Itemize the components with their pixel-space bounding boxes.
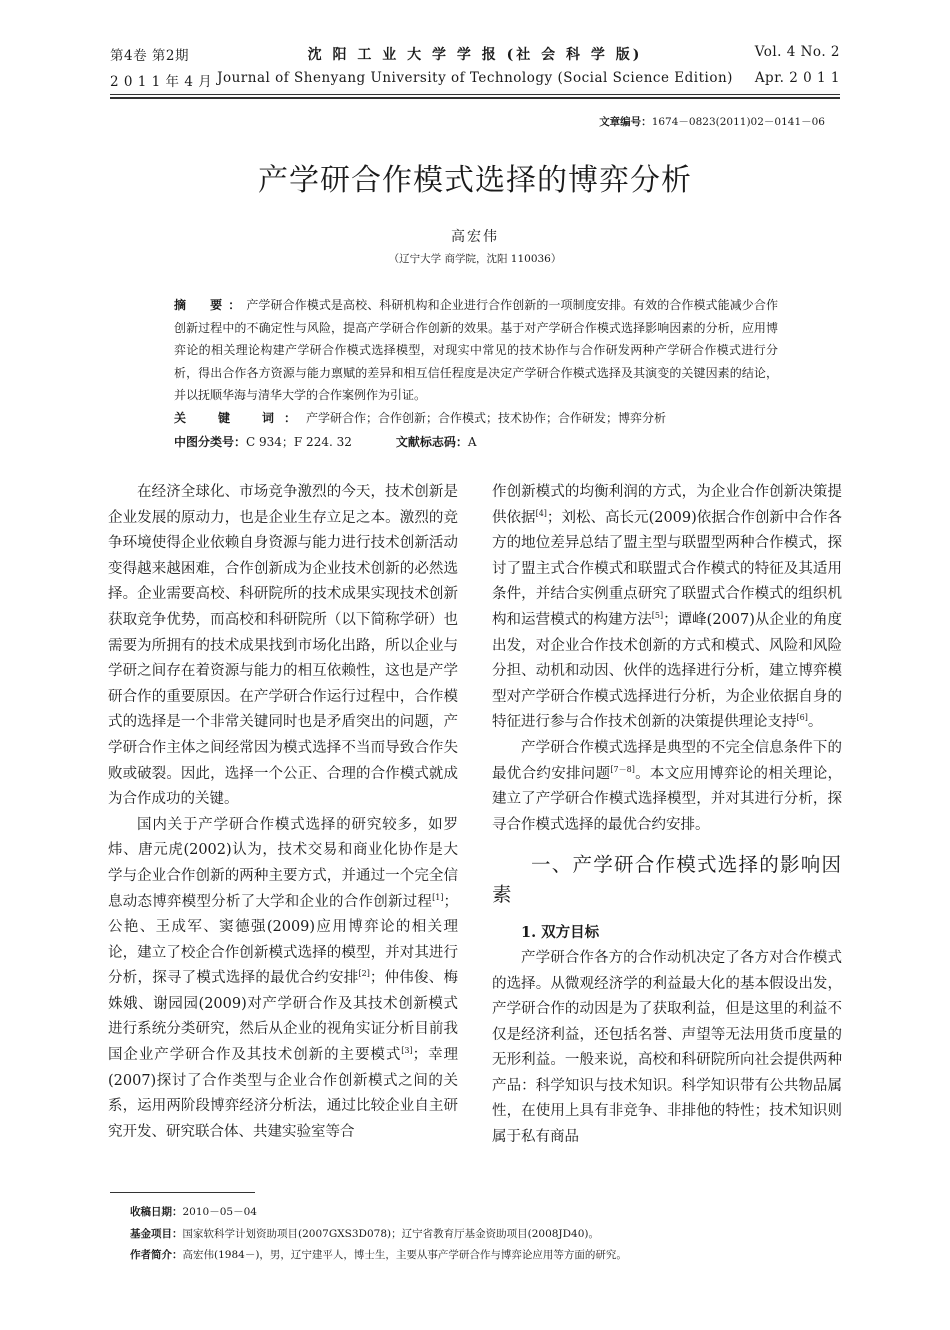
section-heading: 一、产学研合作模式选择的影响因素: [492, 853, 842, 907]
doc-code-label: 文献标志码：: [395, 435, 468, 449]
article-number-label: 文章编号：: [599, 116, 652, 128]
body-paragraph: 产学研合作模式选择是典型的不完全信息条件下的最优合约安排问题[7－8]。本文应用博弈论的相关理论，建立了产学研合作模式选择模型，并对其进行分析，探寻合作模式选择的最优合约安排。: [492, 739, 843, 833]
clc-label: 中图分类号：: [174, 435, 247, 449]
received-label: 收稿日期：: [130, 1206, 183, 1218]
abstract: [174, 294, 778, 407]
citation: [4]: [535, 508, 547, 518]
journal-name-en: Journal of Shenyang University of Technology (Social Science Edition): [217, 70, 733, 86]
citation: [5]: [651, 610, 664, 620]
paper-title: 产学研合作模式选择的博弈分析: [258, 163, 692, 198]
keywords-label: 关 键 词：: [174, 411, 307, 425]
footnote-fund: [130, 1226, 599, 1241]
header-rule-thick: [110, 97, 840, 99]
keywords-text: 产学研合作；合作创新；合作模式；技术协作；合作研发；博弈分析: [306, 411, 667, 425]
volume-issue-cn: 第4卷 第2期: [110, 48, 189, 64]
journal-name-cn: 沈 阳 工 业 大 学 学 报 (社 会 科 学 版): [307, 47, 643, 63]
bio-label: 作者简介：: [130, 1249, 183, 1261]
volume-issue-en: Vol. 4 No. 2: [754, 44, 840, 60]
article-number: [599, 114, 825, 129]
citation: [2]: [358, 969, 370, 979]
fund-label: 基金项目：: [130, 1228, 183, 1240]
body-paragraph: 产学研合作各方的合作动机决定了各方对合作模式的选择。从微观经济学的利益最大化的基本假设出发，产学研合作的动因是为了获取利益，但是这里的利益不仅是经济利益，还包括名誉、声望等无法用货币度量的无形利益。一般来说，高校和科研院所向社会提供两种产品：科学知识与技术知识。科学知识带有公共物品属性，在使用上具有非竞争、非排他的特性；技术知识则属于私有商品: [492, 949, 842, 1146]
citation: [6]: [796, 713, 808, 723]
body-column-left: [108, 480, 458, 1145]
doc-code-value: A: [467, 435, 477, 449]
citation: [1]: [432, 892, 444, 902]
date-cn: 2 0 1 1 年 4 月: [110, 74, 213, 90]
body-paragraph: 国内关于产学研合作模式选择的研究较多，如罗炜、唐元虎(2002)认为，技术交易和商业化协作是大学与企业合作创新的两种主要方式，并通过一个完全信息动态博弈模型分析了大学和企业的合作创新过程[1]；公艳、王成军、窦德强(2009)应用博弈论的相关理论，建立了校企合作创新模式选择的模型，并对其进行分析，探寻了模式选择的最优合约安排[2]；仲伟俊、梅姝娥、谢园园(2009)对产学研合作及其技术创新模式进行系统分类研究，然后从企业的视角实证分析目前我国企业产学研合作及其技术创新的主要模式[3]；幸理(2007)探讨了合作类型与企业合作创新模式之间的关系，运用两阶段博弈经济分析法，通过比较企业自主研究开发、研究联合体、共建实验室等合: [108, 816, 459, 1140]
author-affiliation: （辽宁大学 商学院，沈阳 110036）: [388, 253, 562, 265]
keywords: [174, 409, 778, 426]
bio-text: 高宏伟(1984－)，男，辽宁建平人，博士生，主要从事产学研合作与博弈论应用等方面的研究。: [182, 1249, 627, 1261]
fund-text: 国家软科学计划资助项目(2007GXS3D078)；辽宁省教育厅基金资助项目(2008JD40)。: [182, 1228, 600, 1240]
abstract-text: 产学研合作模式是高校、科研机构和企业进行合作创新的一项制度安排。有效的合作模式能减少合作创新过程中的不确定性与风险，提高产学研合作创新的效果。基于对产学研合作模式选择影响因素的分析，应用博弈论的相关理论构建产学研合作模式选择模型，对现实中常见的技术协作与合作研发两种产学研合作模式进行分析，得出合作各方资源与能力禀赋的差异和相互信任程度是决定产学研合作模式选择及其演变的关键因素的结论，并以抚顺华海与清华大学的合作案例作为引证。: [174, 298, 778, 402]
citation: [7－8]: [610, 764, 635, 774]
received-date: 2010－05－04: [182, 1206, 257, 1218]
subsection-heading: 1. 双方目标: [521, 924, 600, 942]
footnote-author-bio: [130, 1247, 627, 1262]
citation: [3]: [401, 1046, 413, 1056]
classification-line: [174, 433, 477, 450]
header-rule: [110, 94, 840, 95]
abstract-label: 摘 要：: [174, 298, 247, 312]
body-column-right: [492, 480, 842, 1151]
footnote-rule: [110, 1192, 255, 1193]
article-number-value: 1674－0823(2011)02－0141－06: [651, 116, 825, 128]
date-en: Apr. 2 0 1 1: [754, 70, 840, 86]
footnote-received: [130, 1204, 257, 1219]
body-paragraph: 在经济全球化、市场竞争激烈的今天，技术创新是企业发展的原动力，也是企业生存立足之本。激烈的竞争环境使得企业依赖自身资源与能力进行技术创新活动变得越来越困难，合作创新成为企业技术创新的必然选择。企业需要高校、科研院所的技术成果实现技术创新获取竞争优势，而高校和科研院所（以下简称学研）也需要为所拥有的技术成果找到市场化出路，所以企业与学研之间存在着资源与能力的相互依赖性，这也是产学研合作的重要原因。在产学研合作运行过程中，合作模式的选择是一个非常关键同时也是矛盾突出的问题，产学研合作主体之间经常因为模式选择不当而导致合作失败或破裂。因此，选择一个公正、合理的合作模式就成为合作成功的关键。: [108, 484, 458, 808]
author-name: 高宏伟: [451, 229, 499, 245]
clc-value: C 934；F 224. 32: [246, 435, 352, 449]
body-paragraph: 作创新模式的均衡利润的方式，为企业合作创新决策提供依据[4]；刘松、高长元(2009)依据合作创新中合作各方的地位差异总结了盟主型与联盟型两种合作模式，探讨了盟主式合作模式和联盟式合作模式的特征及其适用条件，并结合实例重点研究了联盟式合作模式的组织机构和运营模式的构建方法[5]；谭峰(2007)从企业的角度出发，对企业合作技术创新的方式和模式、风险和风险分担、动机和动因、伙伴的选择进行分析，建立博弈模型对产学研合作模式选择进行分析，为企业依据自身的特征进行参与合作技术创新的决策提供理论支持[6]。: [492, 484, 843, 731]
